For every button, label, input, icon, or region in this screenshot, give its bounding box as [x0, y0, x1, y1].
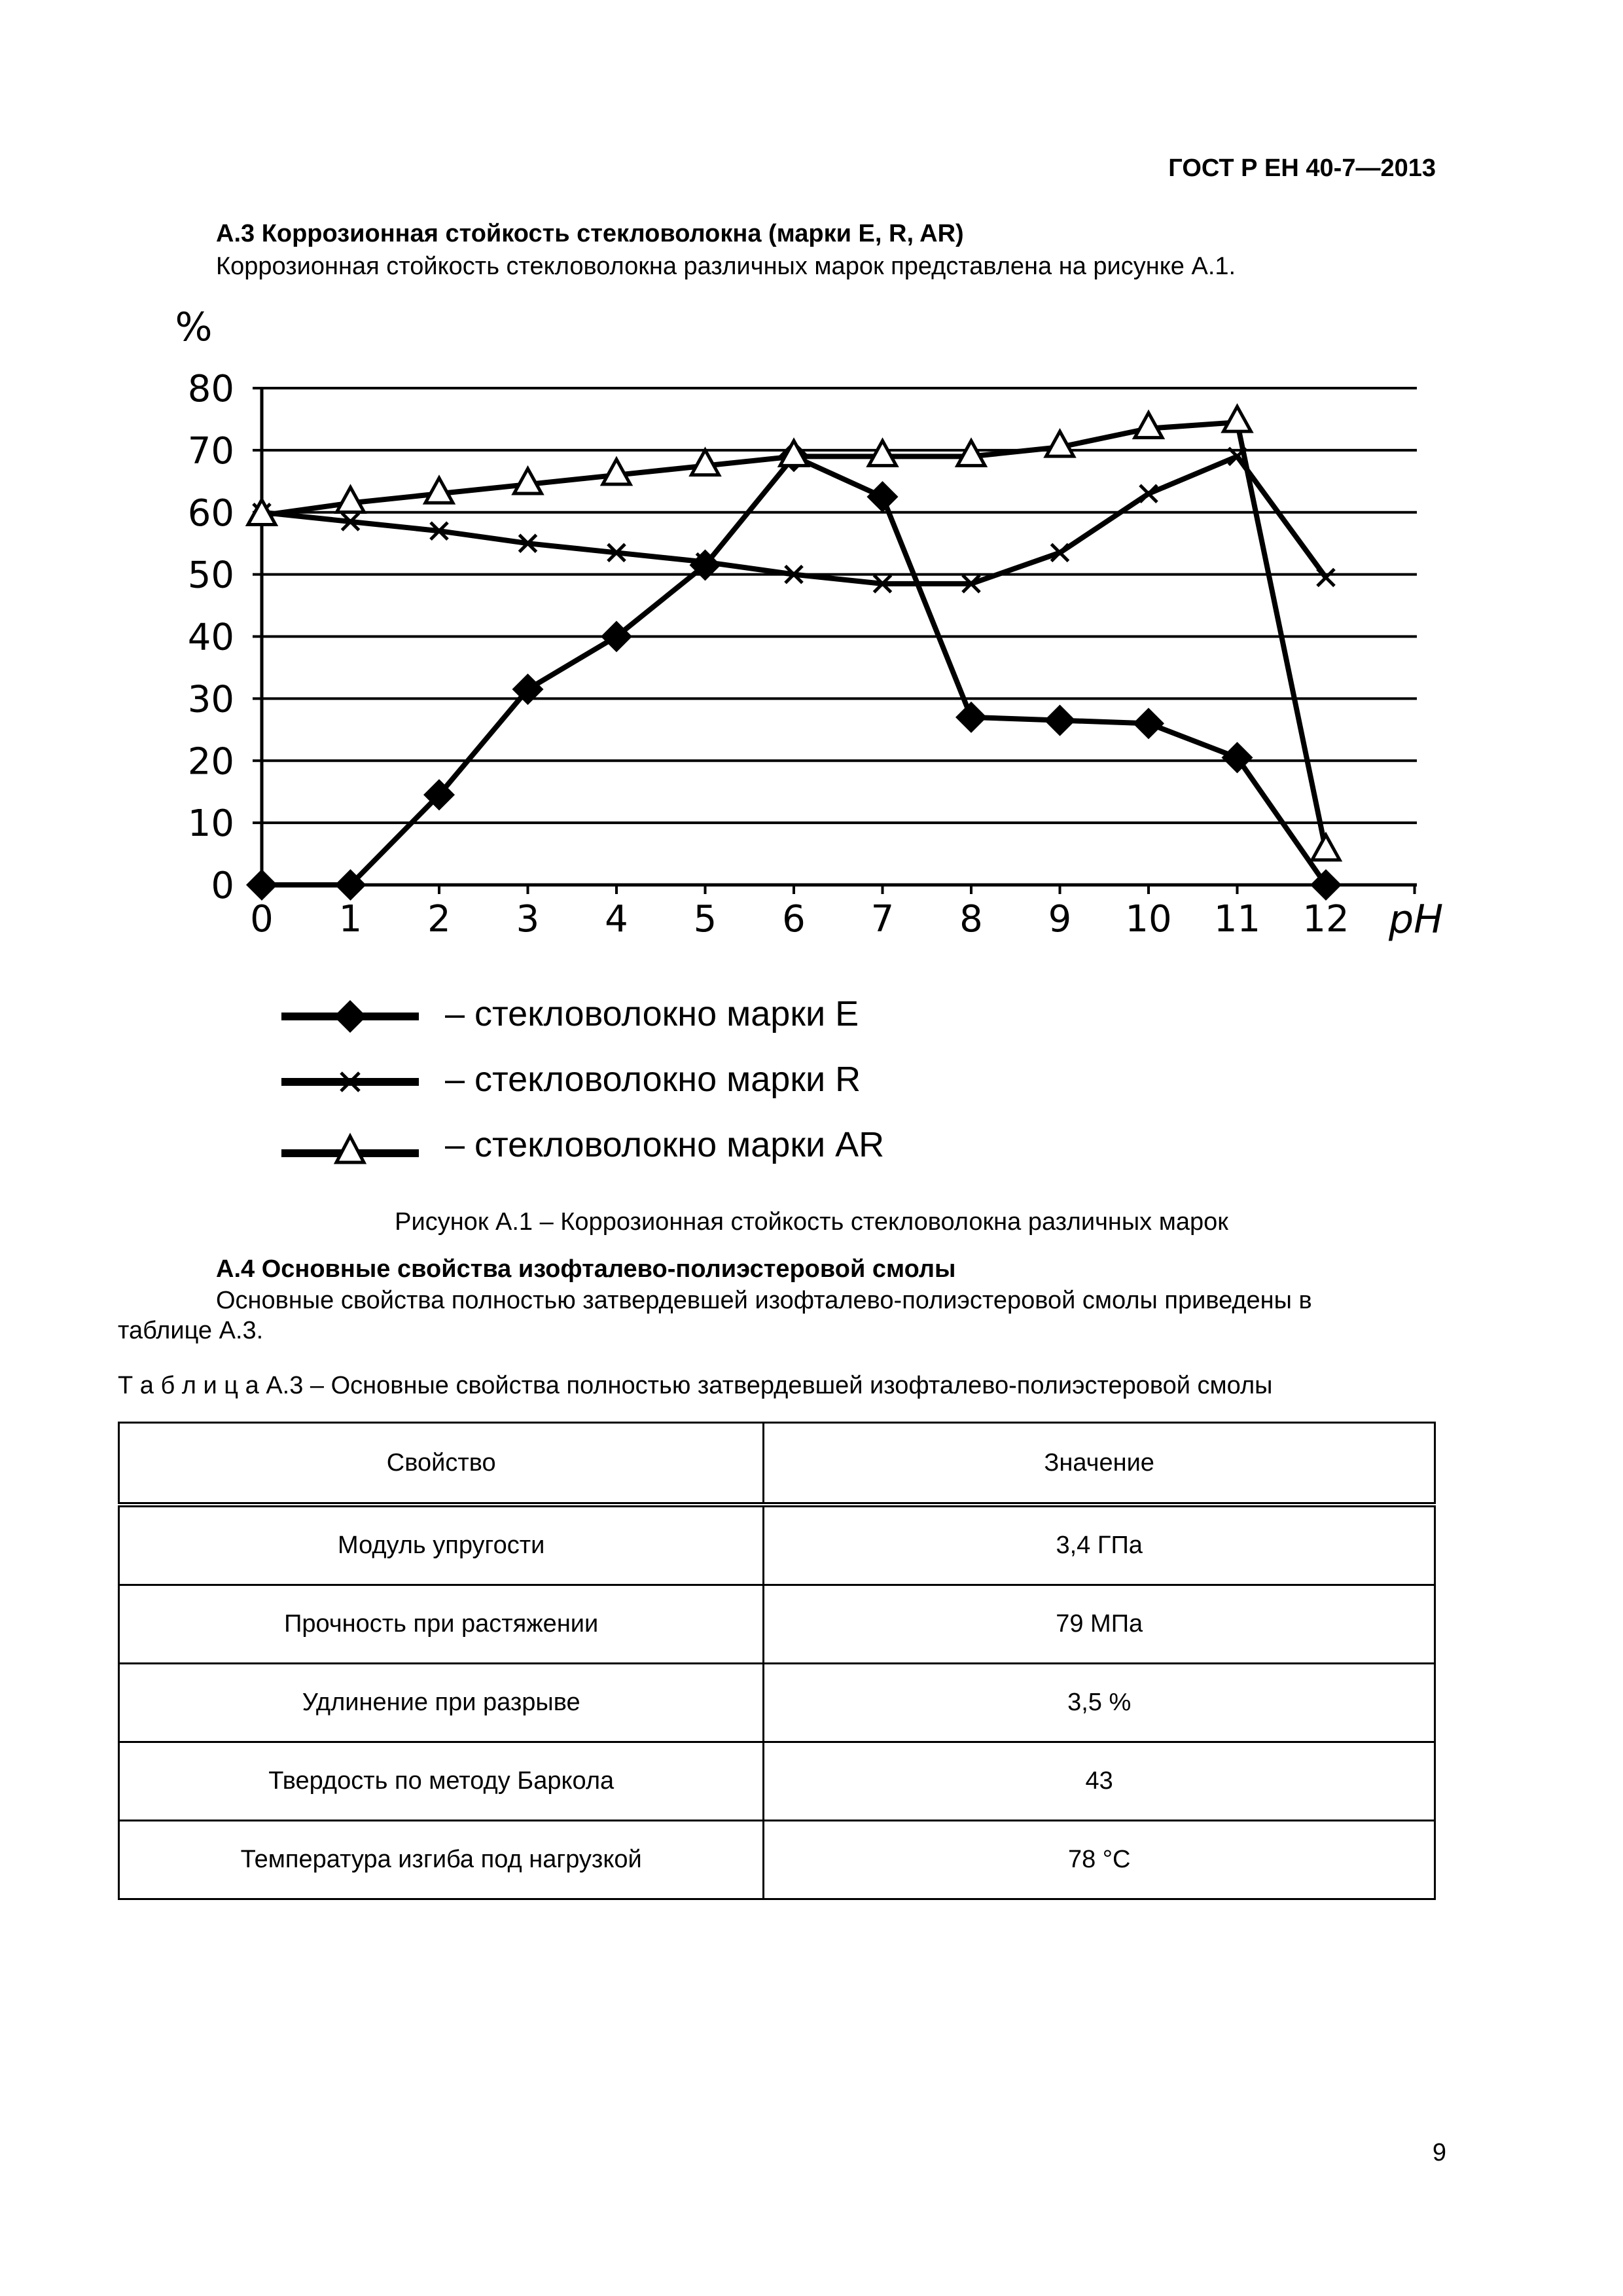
legend-marker-triangle — [281, 1124, 425, 1170]
y-tick-label: 80 — [187, 368, 234, 410]
table-cell-value: 43 — [764, 1742, 1435, 1821]
section-a3-title: А.3 Коррозионная стойкость стекловолокна (марки E, R, AR) — [216, 220, 964, 247]
table-caption-label: Т а б л и ц а — [118, 1372, 259, 1399]
data-point-diamond — [246, 869, 277, 901]
section-a4-text-line2: таблице А.3. — [118, 1317, 264, 1344]
y-axis-label: % — [175, 304, 213, 350]
y-tick-label: 20 — [187, 740, 234, 783]
chart-series — [246, 406, 1342, 901]
x-tick-label: 10 — [1125, 898, 1172, 941]
series-line — [262, 456, 1326, 583]
data-point-diamond — [955, 702, 987, 733]
y-tick-label: 0 — [211, 865, 234, 907]
data-point-triangle — [1312, 835, 1340, 860]
x-axis-label: pH — [1389, 897, 1444, 942]
legend-label-e: – стекловолокно марки E — [445, 994, 859, 1033]
y-tick-label: 60 — [187, 492, 234, 535]
properties-table — [118, 1422, 1436, 1900]
y-tick-label: 30 — [187, 678, 234, 721]
x-tick-label: 7 — [870, 898, 895, 941]
table-row — [119, 1585, 1435, 1664]
table-header-property: Свойство — [119, 1423, 764, 1505]
chart-tick-labels — [188, 368, 1349, 941]
y-tick-label: 50 — [187, 554, 234, 597]
table-row — [119, 1821, 1435, 1899]
series-line — [262, 456, 1326, 885]
legend-label-ar: – стекловолокно марки AR — [445, 1125, 885, 1164]
table-row — [119, 1742, 1435, 1821]
legend-marker-diamond — [281, 994, 425, 1039]
table-caption — [118, 1372, 1272, 1400]
table-cell-value: 79 МПа — [764, 1585, 1435, 1664]
page-number: 9 — [1432, 2139, 1446, 2166]
corrosion-resistance-chart — [0, 288, 1623, 982]
table-cell-value: 78 °С — [764, 1821, 1435, 1899]
table-header-value: Значение — [764, 1423, 1435, 1505]
legend-marker-cross — [281, 1059, 425, 1105]
table-cell-property: Твердость по методу Баркола — [119, 1742, 764, 1821]
y-tick-label: 70 — [187, 429, 234, 473]
table-cell-value: 3,4 ГПа — [764, 1505, 1435, 1585]
table-cell-property: Температура изгиба под нагрузкой — [119, 1821, 764, 1899]
table-cell-value: 3,5 % — [764, 1664, 1435, 1742]
section-a4-text-line1: Основные свойства полностью затвердевшей изофталево-полиэстеровой смолы приведены в — [216, 1287, 1312, 1314]
section-a4-title: А.4 Основные свойства изофталево-полиэстеровой смолы — [216, 1255, 956, 1283]
x-tick-label: 4 — [605, 898, 628, 941]
x-tick-label: 8 — [959, 898, 983, 941]
x-tick-label: 1 — [338, 898, 363, 941]
x-tick-label: 11 — [1213, 898, 1261, 941]
table-header-row — [119, 1423, 1435, 1505]
table-caption-text: А.3 – Основные свойства полностью затвердевшей изофталево-полиэстеровой смолы — [266, 1372, 1273, 1399]
data-point-triangle — [869, 440, 897, 465]
table-row — [119, 1505, 1435, 1585]
y-tick-label: 40 — [187, 616, 234, 659]
x-tick-label: 12 — [1302, 898, 1349, 941]
table-cell-property: Модуль упругости — [119, 1505, 764, 1585]
data-point-cross — [1317, 569, 1334, 586]
x-tick-label: 9 — [1048, 898, 1072, 941]
table-cell-property: Удлинение при разрыве — [119, 1664, 764, 1742]
x-tick-label: 3 — [516, 898, 540, 941]
data-point-diamond — [1044, 705, 1076, 736]
x-tick-label: 5 — [693, 898, 717, 941]
x-tick-label: 0 — [250, 898, 274, 941]
section-a3-text: Коррозионная стойкость стекловолокна различных марок представлена на рисунке А.1. — [216, 253, 1236, 280]
data-point-triangle — [1224, 406, 1251, 431]
x-tick-label: 2 — [427, 898, 451, 941]
data-point-diamond — [1222, 742, 1253, 774]
document-code: ГОСТ Р ЕН 40-7—2013 — [1168, 154, 1436, 182]
data-point-diamond — [1133, 708, 1164, 739]
table-row — [119, 1664, 1435, 1742]
legend-label-r: – стекловолокно марки R — [445, 1060, 861, 1099]
figure-caption: Рисунок А.1 – Коррозионная стойкость стекловолокна различных марок — [395, 1208, 1228, 1236]
x-tick-label: 6 — [782, 898, 806, 941]
table-cell-property: Прочность при растяжении — [119, 1585, 764, 1664]
y-tick-label: 10 — [187, 802, 234, 846]
data-point-diamond — [1310, 869, 1342, 901]
data-point-diamond — [867, 481, 899, 512]
